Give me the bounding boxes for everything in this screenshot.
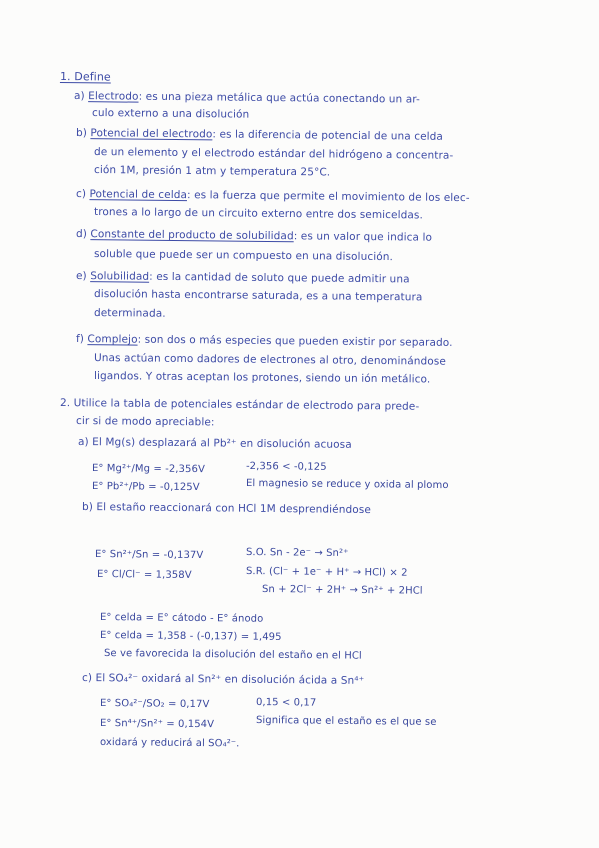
def-e: [76, 270, 410, 286]
def-term: Potencial de celda: [89, 188, 188, 202]
def-b-cont: de un elemento y el electrodo estándar del hidrógeno a concentra-: [93, 146, 454, 162]
q2b-half: S.R. (Cl⁻ + 1e⁻ + H⁺ → HCl) × 2: [245, 566, 408, 579]
q2a-eq: E° Pb²⁺/Pb = -0,125V: [91, 481, 200, 494]
q2b-calc: E° celda = 1,358 - (-0,137) = 1,495: [99, 630, 282, 643]
section-title: 1. Define: [59, 70, 111, 84]
def-b-cont: ción 1M, presión 1 atm y temperatura 25°C.: [93, 164, 331, 179]
def-label: f): [75, 333, 85, 346]
def-term: Electrodo: [88, 90, 139, 103]
def-text: : son dos o más especies que pueden existir por separado.: [137, 333, 453, 349]
def-term: Potencial del electrodo: [90, 127, 213, 141]
q2c-eq: E° SO₄²⁻/SO₂ = 0,17V: [99, 698, 210, 711]
q2b-total: Sn + 2Cl⁻ + 2H⁺ → Sn²⁺ + 2HCl: [261, 584, 423, 597]
def-label: a): [73, 90, 85, 103]
def-text: : es una pieza metálica que actúa conectando un ar-: [138, 90, 421, 106]
def-a: [74, 90, 420, 107]
q2a-note: El magnesio se reduce y oxida al plomo: [245, 478, 449, 492]
def-c-cont: trones a lo largo de un circuito externo entre dos semiceldas.: [93, 206, 424, 222]
q2a-eq: E° Mg²⁺/Mg = -2,356V: [91, 463, 205, 476]
def-b: [76, 127, 443, 144]
def-term: Complejo: [87, 333, 138, 346]
q2b-title: b) El estaño reaccionará con HCl 1M desprendiéndose: [81, 501, 372, 517]
def-f-cont: ligandos. Y otras aceptan los protones, siendo un ión metálico.: [93, 370, 431, 386]
def-text: : es la cantidad de soluto que puede admitir una: [149, 270, 410, 286]
q2b-eq: E° Cl/Cl⁻ = 1,358V: [96, 569, 192, 581]
q2-header: 2. Utilice la tabla de potenciales estándar de electrodo para prede-: [59, 397, 420, 413]
q2a-note: -2,356 < -0,125: [245, 461, 327, 473]
def-term: Constante del producto de solubilidad: [90, 228, 294, 243]
q2c-title: c) El SO₄²⁻ oxidará al Sn²⁺ en disolución ácida a Sn⁴⁺: [81, 672, 365, 687]
q2-header: cir si de modo apreciable:: [75, 415, 215, 429]
def-e-cont: disolución hasta encontrarse saturada, es a una temperatura: [93, 288, 423, 304]
q2b-calc: E° celda = E° cátodo - E° ánodo: [99, 612, 264, 625]
q2c-note: 0,15 < 0,17: [255, 697, 317, 709]
def-f: [76, 333, 453, 350]
q2c-note: Significa que el estaño es el que se: [255, 715, 437, 728]
def-e-cont: determinada.: [93, 307, 166, 320]
q2c-end: oxidará y reducirá al SO₄²⁻.: [99, 737, 240, 750]
def-f-cont: Unas actúan como dadores de electrones al otro, denominándose: [93, 352, 447, 368]
def-label: d): [75, 228, 88, 241]
def-d-cont: soluble que puede ser un compuesto en una disolución.: [93, 248, 394, 264]
def-label: e): [75, 270, 87, 283]
def-c: [76, 188, 470, 205]
q2b-eq: E° Sn²⁺/Sn = -0,137V: [94, 549, 204, 562]
def-term: Solubilidad: [90, 270, 150, 283]
def-text: : es la diferencia de potencial de una celda: [212, 128, 444, 143]
def-text: : es un valor que indica lo: [293, 230, 433, 244]
def-a-cont: culo externo a una disolución: [91, 107, 250, 121]
q2b-half: S.O. Sn - 2e⁻ → Sn²⁺: [245, 547, 349, 560]
q2a-title: a) El Mg(s) desplazará al Pb²⁺ en disolución acuosa: [77, 436, 352, 451]
def-d: [76, 228, 432, 245]
q2c-eq: E° Sn⁴⁺/Sn²⁺ = 0,154V: [99, 718, 215, 731]
q2b-calc: Se ve favorecida la disolución del estaño en el HCl: [103, 648, 362, 662]
def-text: : es la fuerza que permite el movimiento de los elec-: [186, 189, 470, 205]
def-label: b): [75, 127, 88, 140]
def-label: c): [75, 188, 87, 201]
